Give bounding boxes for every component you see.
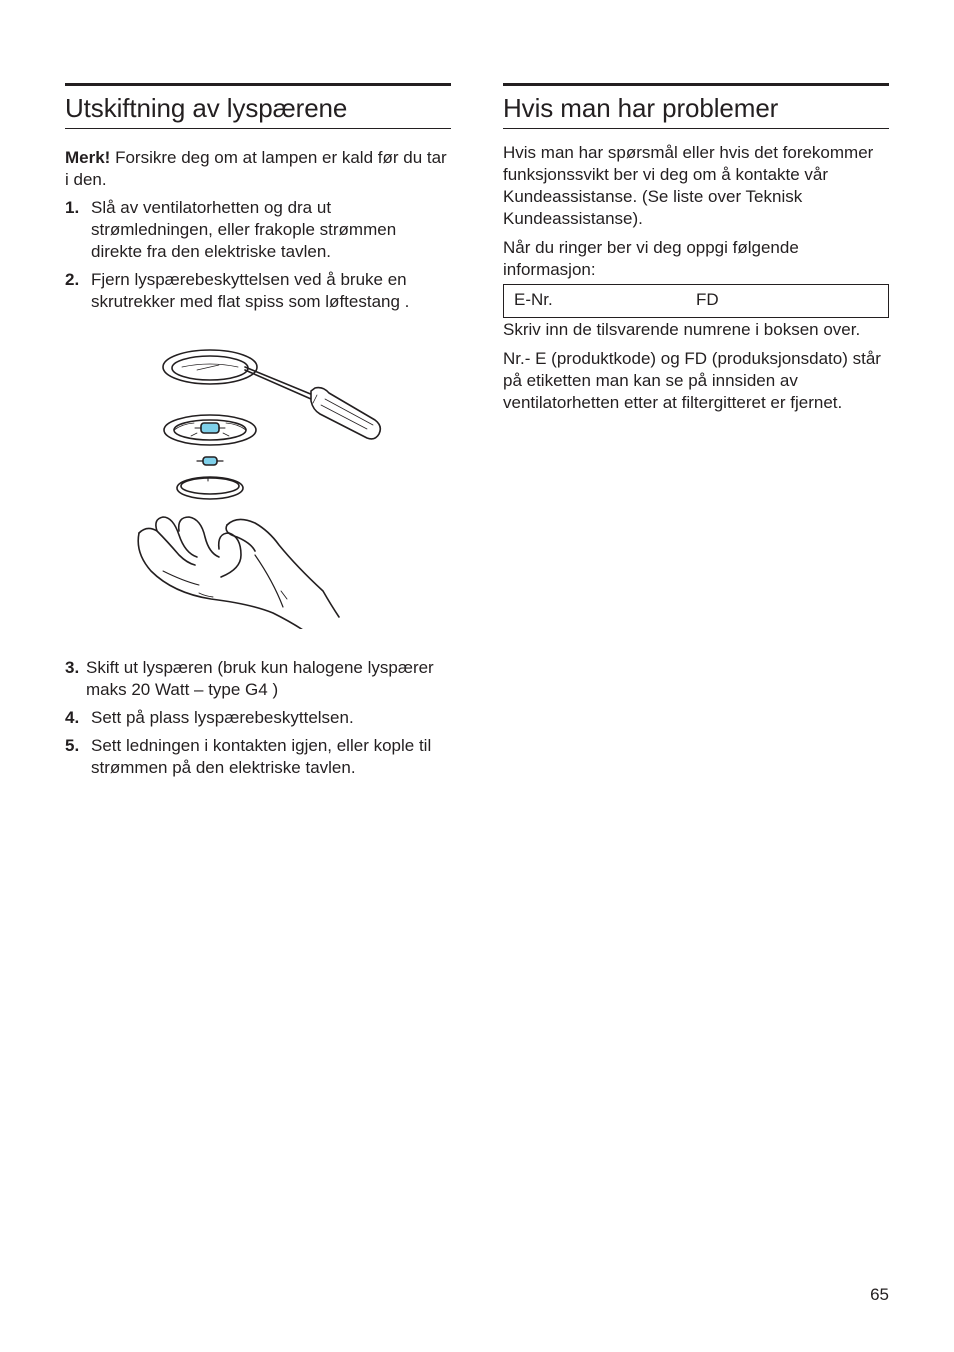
step-text: Sett ledningen i kontakten igjen, eller kople til strømmen på den elektriske tavlen. xyxy=(91,736,432,777)
product-number-box xyxy=(503,284,889,318)
fill-in-paragraph: Skriv inn de tilsvarende numrene i boksen over. xyxy=(503,320,861,339)
left-heading-block xyxy=(65,83,451,129)
step-5 xyxy=(65,735,451,779)
step-text: Skift ut lyspæren (bruk kun halogene lyspærer maks 20 Watt – type G4 ) xyxy=(86,658,434,699)
step-text: Fjern lyspærebeskyttelsen ved å bruke en skrutrekker med flat spiss som løftestang . xyxy=(91,270,410,311)
step-4 xyxy=(65,707,451,729)
step-text: Slå av ventilatorhetten og dra ut strømledningen, eller frakople strømmen direkte fra den elektriske tavlen. xyxy=(91,198,397,261)
section-title-bulb-replacement: Utskiftning av lyspærene xyxy=(65,93,348,123)
page-number: 65 xyxy=(870,1285,889,1304)
fd-label: FD xyxy=(696,290,719,309)
label-location-paragraph: Nr.- E (produktkode) og FD (produksjonsdato) står på etiketten man kan se på innsiden av ventilatorhetten etter at filtergitteret er fjernet. xyxy=(503,349,881,412)
right-column xyxy=(503,83,889,414)
steps-list-bottom xyxy=(65,657,451,779)
step-2 xyxy=(65,269,451,313)
step-3 xyxy=(65,657,451,701)
step-number: 5. xyxy=(65,736,80,755)
call-info-paragraph: Når du ringer ber vi deg oppgi følgende informasjon: xyxy=(503,238,799,279)
steps-list-top xyxy=(65,197,451,313)
step-number: 3. xyxy=(65,658,80,677)
lamp-fixture-icon xyxy=(164,415,256,445)
left-column xyxy=(65,83,451,785)
note-text: Forsikre deg om at lampen er kald før du tar i den. xyxy=(65,148,447,189)
hand-icon xyxy=(138,517,339,629)
lamp-replacement-illustration xyxy=(133,339,383,629)
e-nr-label: E-Nr. xyxy=(514,290,553,309)
halogen-bulb-icon xyxy=(197,457,223,465)
step-text: Sett på plass lyspærebeskyttelsen. xyxy=(91,708,354,727)
step-number: 1. xyxy=(65,198,80,217)
right-heading-block xyxy=(503,83,889,129)
bulb-protector-icon xyxy=(177,477,243,499)
step-number: 2. xyxy=(65,270,80,289)
screwdriver-icon xyxy=(245,367,380,439)
lamp-cover-icon xyxy=(163,350,257,384)
support-paragraph: Hvis man har spørsmål eller hvis det forekommer funksjonssvikt ber vi deg om å kontakte vår Kundeassistanse. (Se liste over Teknisk Kundeassistanse). xyxy=(503,143,874,228)
note-paragraph xyxy=(65,147,451,191)
note-label: Merk! xyxy=(65,148,111,167)
step-number: 4. xyxy=(65,708,80,727)
section-title-troubleshooting: Hvis man har problemer xyxy=(503,93,779,123)
step-1 xyxy=(65,197,451,263)
